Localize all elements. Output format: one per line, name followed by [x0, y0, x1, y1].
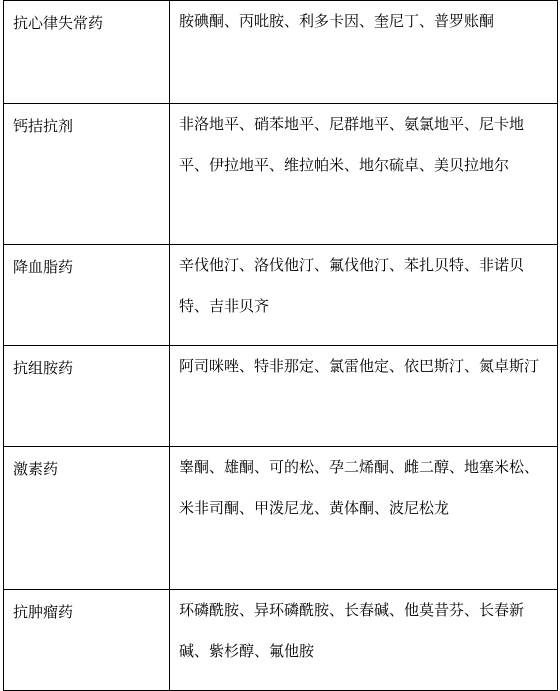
- category-cell: 激素药: [4, 447, 170, 590]
- table-row: [4, 590, 558, 691]
- table-row: [4, 104, 558, 245]
- drugs-cell: 环磷酰胺、异环磷酰胺、长春碱、他莫昔芬、长春新碱、紫杉醇、氟他胺: [170, 590, 558, 691]
- drugs-cell: 阿司咪唑、特非那定、氯雷他定、依巴斯汀、氮卓斯汀: [170, 346, 558, 447]
- table-row: [4, 245, 558, 346]
- category-cell: 降血脂药: [4, 245, 170, 346]
- table-row: [4, 346, 558, 447]
- drugs-cell: 非洛地平、硝苯地平、尼群地平、氨氯地平、尼卡地平、伊拉地平、维拉帕米、地尔硫卓、美贝拉地尔: [170, 104, 558, 245]
- category-cell: 抗心律失常药: [4, 1, 170, 104]
- drug-category-table: [3, 0, 558, 691]
- category-cell: 钙拮抗剂: [4, 104, 170, 245]
- table-row: [4, 1, 558, 104]
- table-row: [4, 447, 558, 590]
- category-cell: 抗组胺药: [4, 346, 170, 447]
- drugs-cell: 睾酮、雄酮、可的松、孕二烯酮、雌二醇、地塞米松、米非司酮、甲泼尼龙、黄体酮、波尼松龙: [170, 447, 558, 590]
- category-cell: 抗肿瘤药: [4, 590, 170, 691]
- drugs-cell: 胺碘酮、丙吡胺、利多卡因、奎尼丁、普罗账酮: [170, 1, 558, 104]
- drugs-cell: 辛伐他汀、洛伐他汀、氟伐他汀、苯扎贝特、非诺贝特、吉非贝齐: [170, 245, 558, 346]
